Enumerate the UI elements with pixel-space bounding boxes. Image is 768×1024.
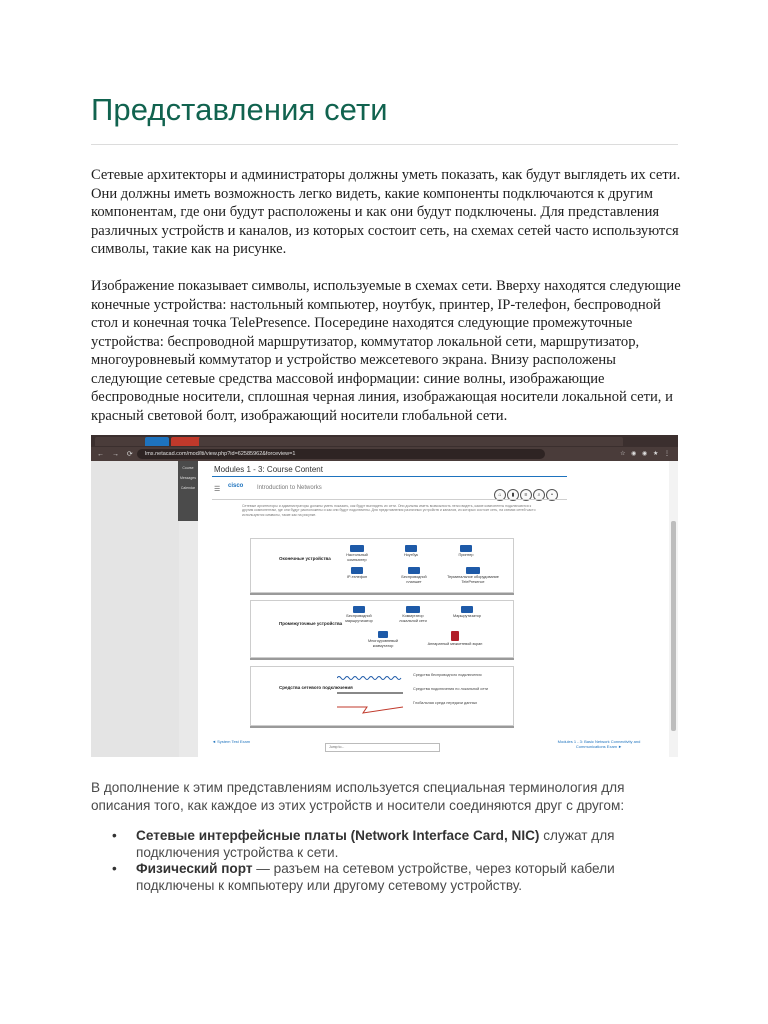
search-icon: ⌕: [533, 489, 545, 501]
intermediate-devices-label: Промежуточные устройства: [279, 621, 343, 626]
terminology-list: [91, 828, 681, 894]
page-title: Представления сети: [91, 92, 388, 127]
embedded-screenshot: [91, 435, 678, 757]
end-devices-box: Оконечные устройства Настольный компьютер Ноутбук Принтер IP-телефон Беспроводной планшет Терминальное оборудование TelePresence: [250, 538, 514, 593]
printer-icon: [460, 545, 472, 552]
bookmark-icon: ▮: [507, 489, 519, 501]
menu-circle-icon: ≡: [520, 489, 532, 501]
sidenav-course: Course: [182, 466, 194, 470]
browser-address-bar: [91, 447, 678, 461]
network-media-label: Средства сетевого подключения: [279, 685, 353, 690]
course-sidenav: [178, 461, 198, 521]
home-icon: ⌂: [494, 489, 506, 501]
wan-media-icon: [337, 707, 403, 713]
jump-select: Jump to...: [325, 743, 440, 752]
paragraph-intro: Сетевые архитекторы и администраторы должны уметь показать, как будут выглядеть их сети. Они должны иметь возможность легко видеть, какие компоненты подключаются к другим компонентам, где они будут расположены и как они будут подключены. Для представления различных устройств и каналов, из которых состоит сеть, на схемах сетей часто используются символы, такие как на рисунке.: [91, 167, 681, 257]
module-title: Modules 1 - 3: Course Content: [214, 465, 323, 474]
telepresence-icon: [466, 567, 480, 574]
nav-arrows-icon: ← → ⟳: [97, 451, 136, 458]
left-gutter: [91, 461, 179, 757]
next-link: Modules 1 - 3: Basic Network Connectivity and Communications Exam ►: [557, 739, 641, 749]
laptop-icon: [405, 545, 417, 552]
router-icon: [461, 606, 473, 613]
cisco-logo: cisco: [228, 483, 244, 489]
multilayer-switch-icon: [378, 631, 388, 638]
paragraph-image-description: Изображение показывает символы, используемые в схемах сети. Вверху находятся следующие конечные устройства: настольный компьютер, ноутбук, принтер, IP-телефон, беспроводной стол и конечная точка TelePresence. Посередине находятся следующие промежуточные устройства: беспроводной маршрутизатор, коммутатор локальной сети, маршрутизатор, многоуровневый коммутатор и устройство межсетевого экрана. Внизу расположены следующие сетевые средства массовой информации: синие волны, изображающие беспроводные носители, сплошная черная линия, изображающая носители локальной сети, и красный световой болт, изображающий носители глобальной сети.: [91, 278, 681, 424]
title-divider: [91, 144, 678, 145]
firewall-icon: [451, 631, 459, 641]
extension-icons: ☆ ◉ ◉ ★ ⋮: [620, 451, 672, 457]
sidenav-calendar: Calendar: [180, 486, 196, 490]
list-item: • Физический порт — разъем на сетевом устройстве, через который кабели подключены к компьютеру или другому сетевому устройству.: [112, 861, 615, 893]
sidenav-messages: Messages: [180, 476, 196, 480]
desktop-icon: [350, 545, 364, 552]
media-symbols: [337, 675, 405, 717]
end-devices-label: Оконечные устройства: [279, 556, 331, 561]
lan-switch-icon: [406, 606, 420, 613]
intermediate-devices-box: Промежуточные устройства Беспроводной маршрутизатор Коммутатор локальной сети Маршрутизатор Многоуровневый коммутатор Аппаратный межсетевой экран: [250, 600, 514, 658]
browser-tab-bar: [91, 435, 678, 447]
bullet-icon: •: [112, 828, 117, 843]
content-small-text: Сетевые архитекторы и администраторы должны уметь показать, как будут выглядеть их сети. Они должны иметь возможность легко видеть, какие компоненты подключаются к другим компонентам, где они будут расположены и как они будут подключены. Для представления различных устройств и каналов, из которых состоит сеть, на схемах сетей часто используются символы, такие как на рисунке.: [242, 504, 536, 517]
ip-phone-icon: [351, 567, 363, 574]
wireless-media-icon: [337, 677, 401, 680]
list-item: • Сетевые интерфейсные платы (Network Interface Card, NIC) служат для подключения устройства к сети.: [112, 828, 615, 860]
scrollbar: [669, 461, 678, 757]
course-name: Introduction to Networks: [257, 485, 322, 491]
network-media-box: Средства сетевого подключения Средства беспроводного подключения Средства подключения по локальной сети Глобальная среда передачи данных: [250, 666, 514, 726]
wireless-router-icon: [353, 606, 365, 613]
bullet-icon: •: [112, 861, 117, 876]
url-field: lms.netacad.com/mod/lti/view.php?id=62585962&forceview=1: [137, 449, 545, 459]
menu-icon: ☰: [214, 486, 221, 493]
prev-link: ◄ System Test Exam: [212, 739, 251, 744]
paragraph-terminology: В дополнение к этим представлениям используется специальная терминология для описания того, как каждое из этих устройств и носители соединяются друг с другом:: [91, 780, 625, 813]
tablet-icon: [408, 567, 420, 574]
course-content: [198, 461, 669, 757]
more-icon: •: [546, 489, 558, 501]
